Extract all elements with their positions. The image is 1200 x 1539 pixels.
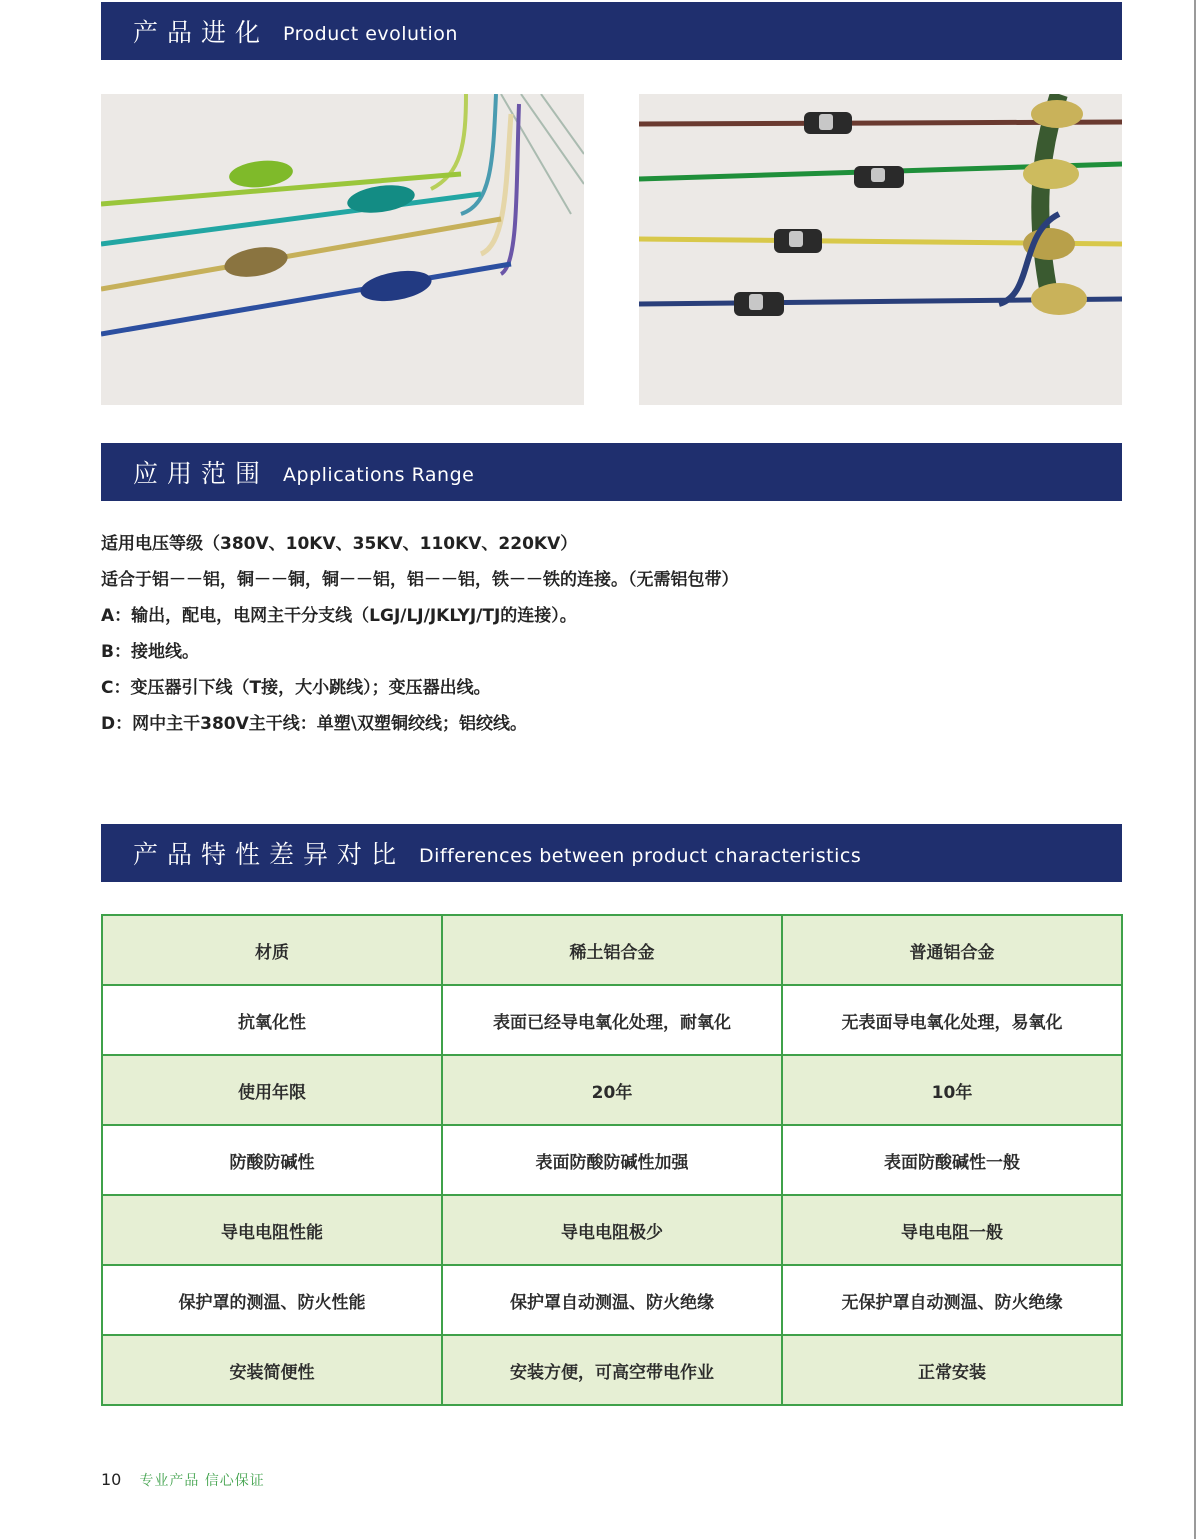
table-cell: 安装方便，可高空带电作业: [442, 1335, 782, 1405]
comparison-table: [101, 914, 1123, 1406]
table-row: [102, 915, 1122, 985]
table-cell: 20年: [442, 1055, 782, 1125]
page-number: 10: [101, 1470, 122, 1489]
page-footer: [101, 1470, 265, 1490]
table-cell: 使用年限: [102, 1055, 442, 1125]
table-row: [102, 1055, 1122, 1125]
page-edge-line: [1194, 0, 1196, 1539]
table-row: [102, 1195, 1122, 1265]
section-title-zh: 产品特性差异对比: [133, 840, 406, 869]
table-row: [102, 1335, 1122, 1405]
footer-slogan: 专业产品 信心保证: [139, 1473, 265, 1489]
table-cell: 防酸防碱性: [102, 1125, 442, 1195]
table-cell: 导电电阻一般: [782, 1195, 1122, 1265]
section-title-en: Applications Range: [283, 464, 475, 486]
section-title-en: Differences between product characteristics: [419, 845, 862, 867]
applications-line: A：输出，配电，电网主干分支线（LGJ/LJ/JKLYJ/TJ的连接）。: [101, 606, 577, 626]
table-cell: 无保护罩自动测温、防火绝缘: [782, 1265, 1122, 1335]
applications-line: 适用电压等级（380V、10KV、35KV、110KV、220KV）: [101, 534, 578, 554]
table-cell: 保护罩的测温、防火性能: [102, 1265, 442, 1335]
table-cell: 抗氧化性: [102, 985, 442, 1055]
section-title-zh: 应用范围: [133, 459, 270, 488]
table-cell: 材质: [102, 915, 442, 985]
table-cell: 导电电阻极少: [442, 1195, 782, 1265]
table-cell: 表面防酸防碱性加强: [442, 1125, 782, 1195]
applications-line: C：变压器引下线（T接，大小跳线）；变压器出线。: [101, 678, 491, 698]
table-cell: 普通铝合金: [782, 915, 1122, 985]
insulated-clamps-photo: [639, 94, 1122, 405]
section-header-applications: [101, 443, 1122, 501]
table-cell: 10年: [782, 1055, 1122, 1125]
applications-line: D：网中主干380V主干线：单塑\双塑铜绞线；铝绞线。: [101, 714, 527, 734]
applications-line: B：接地线。: [101, 642, 199, 662]
applications-list: [101, 530, 1101, 746]
table-cell: 保护罩自动测温、防火绝缘: [442, 1265, 782, 1335]
table-cell: 导电电阻性能: [102, 1195, 442, 1265]
cable-splices-illustration: [101, 94, 584, 405]
cable-splices-photo: [101, 94, 584, 405]
table-cell: 无表面导电氧化处理，易氧化: [782, 985, 1122, 1055]
section-header-differences: [101, 824, 1122, 882]
table-cell: 表面已经导电氧化处理，耐氧化: [442, 985, 782, 1055]
table-row: [102, 1265, 1122, 1335]
table-cell: 安装简便性: [102, 1335, 442, 1405]
applications-line: 适合于铝－－铝，铜－－铜，铜－－铝，铝－－铝，铁－－铁的连接。（无需铝包带）: [101, 570, 739, 590]
table-cell: 正常安装: [782, 1335, 1122, 1405]
section-header-evolution: [101, 2, 1122, 60]
section-title-en: Product evolution: [283, 23, 458, 45]
table-cell: 表面防酸碱性一般: [782, 1125, 1122, 1195]
section-title-zh: 产品进化: [133, 18, 270, 47]
table-row: [102, 1125, 1122, 1195]
table-row: [102, 985, 1122, 1055]
table-cell: 稀土铝合金: [442, 915, 782, 985]
insulated-clamps-illustration: [639, 94, 1122, 405]
